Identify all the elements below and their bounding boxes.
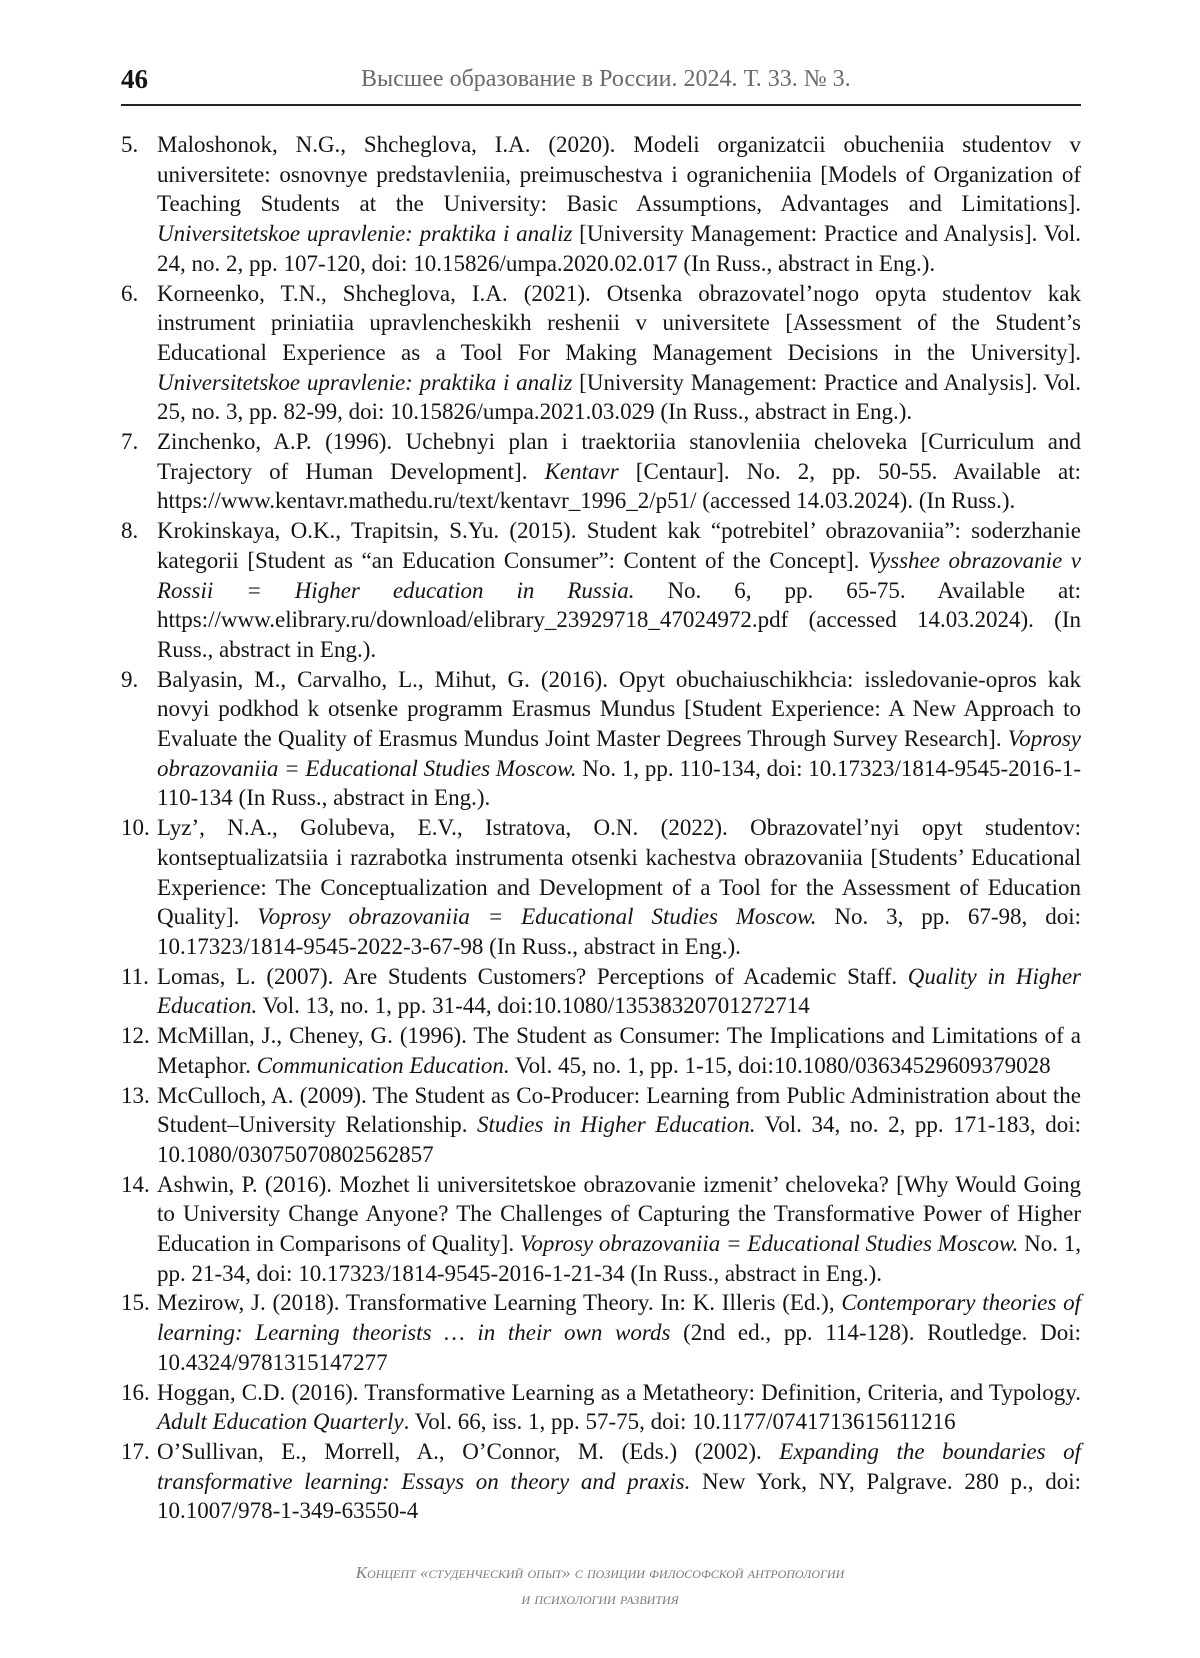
reference-details: No. 3, pp. 67-98, doi: 10.17323/1814-9545-2022-3-67-98 (In Russ., abstract in Eng.). [157, 904, 1081, 959]
reference-number: 13. [121, 1082, 150, 1108]
reference-text: Mezirow, J. (2018). Transformative Learning Theory. In: K. Illeris (Ed.), [157, 1290, 842, 1316]
reference-number: 7. [121, 429, 139, 455]
reference-item [121, 130, 1081, 279]
reference-details: [University Management: Practice and Analysis]. Vol. 25, no. 3, pp. 82-99, doi: 10.15826/umpa.2021.03.029 (In Russ., abstract in Eng.). [157, 369, 1081, 425]
reference-number: 16. [121, 1379, 150, 1405]
reference-item [121, 665, 1081, 814]
reference-item [121, 813, 1081, 962]
reference-number: 14. [121, 1171, 150, 1197]
reference-number: 15. [121, 1290, 150, 1316]
reference-details: Vol. 13, no. 1, pp. 31-44, doi:10.1080/13538320701272714 [257, 993, 810, 1019]
reference-item [121, 1437, 1081, 1526]
reference-details: (2nd ed., pp. 114-128). Routledge. Doi: 10.4324/9781315147277 [157, 1320, 1081, 1375]
reference-details: New York, NY, Palgrave. 280 p., doi: 10.1007/978-1-349-63550-4 [157, 1468, 1082, 1524]
reference-details: No. 1, pp. 21-34, doi: 10.17323/1814-9545-2016-1-21-34 (In Russ., abstract in Eng.). [157, 1231, 1081, 1286]
reference-source-title: Voprosy obrazovaniia = Educational Studies Moscow. [157, 726, 1081, 781]
reference-source-title: Studies in Higher Education. [477, 1112, 756, 1138]
footer-line-2: и психологии развития [521, 1589, 679, 1608]
reference-source-title: Universitetskoe upravlenie: praktika i analiz [157, 369, 573, 395]
reference-number: 11. [121, 963, 149, 989]
reference-details: [University Management: Practice and Analysis]. Vol. 24, no. 2, pp. 107-120, doi: 10.15826/umpa.2020.02.017 (In Russ., abstract in Eng.). [157, 221, 1081, 276]
reference-source-title: Voprosy obrazovaniia = Educational Studies Moscow. [519, 1231, 1019, 1257]
reference-item [121, 279, 1081, 428]
reference-source-title: Communication Education. [256, 1052, 510, 1078]
reference-number: 8. [121, 518, 139, 544]
reference-details: Vol. 34, no. 2, pp. 171-183, doi: 10.1080/03075070802562857 [157, 1112, 1081, 1167]
reference-text: Lyz’, N.A., Golubeva, E.V., Istratova, O.N. (2022). Obrazovatel’nyi opyt studentov: kontseptualizatsiia i razrabotka instrumenta otsenki kachestva obrazovaniia [Students’ Educational Experience: The Conceptualization and Development of a Tool for the Assessment of Education Quality]. [157, 815, 1081, 930]
reference-text: Lomas, L. (2007). Are Students Customers? Perceptions of Academic Staff. [157, 963, 908, 989]
reference-text: Ashwin, P. (2016). Mozhet li universitetskoe obrazovanie izmenit’ cheloveka? [Why Would Going to University Change Anyone? The Challenges of Capturing the Transformative Power of Higher Education in Comparisons of Quality]. [157, 1171, 1081, 1257]
reference-number: 10. [121, 815, 150, 841]
reference-source-title: Contemporary theories of learning: Learning theorists … in their own words [157, 1290, 1081, 1346]
footer-line-1: Концепт «студенческий опыт» с позиции философской антропологии [355, 1563, 845, 1582]
reference-item [121, 1378, 1081, 1437]
reference-details: [Centaur]. No. 2, pp. 50-55. Available at: https://www.kentavr.mathedu.ru/text/kentavr_1996_2/p51/ (accessed 14.03.2024). (In Russ.). [157, 458, 1081, 514]
reference-text: McMillan, J., Cheney, G. (1996). The Student as Consumer: The Implications and Limitations of a Metaphor. [157, 1023, 1081, 1078]
reference-item [121, 427, 1081, 516]
reference-text: McCulloch, A. (2009). The Student as Co-Producer: Learning from Public Administration about the Student–University Relationship. [157, 1082, 1081, 1138]
running-header [121, 62, 1081, 106]
reference-source-title: Universitetskoe upravlenie: praktika i analiz [157, 221, 573, 247]
reference-item [121, 1081, 1081, 1170]
reference-number: 6. [121, 280, 139, 306]
reference-number: 9. [121, 666, 139, 692]
reference-source-title: Kentavr [544, 458, 619, 484]
reference-source-title: Adult Education Quarterly [157, 1409, 404, 1435]
reference-details: No. 1, pp. 110-134, doi: 10.17323/1814-9545-2016-1-110-134 (In Russ., abstract in Eng.). [157, 755, 1081, 811]
reference-item [121, 1288, 1081, 1377]
reference-details: No. 6, pp. 65-75. Available at: https://www.elibrary.ru/download/elibrary_23929718_47024972.pdf (accessed 14.03.2024). (In Russ., abstract in Eng.). [157, 577, 1082, 662]
reference-source-title: Voprosy obrazovaniia = Educational Studies Moscow. [257, 904, 817, 930]
reference-text: Zinchenko, A.P. (1996). Uchebnyi plan i traektoriia stanovleniia cheloveka [Curriculum and Trajectory of Human Development]. [157, 429, 1081, 484]
page-number: 46 [121, 64, 148, 94]
running-footer [220, 1560, 980, 1612]
reference-list [121, 130, 1081, 1526]
reference-number: 12. [121, 1023, 150, 1049]
reference-text: O’Sullivan, E., Morrell, A., O’Connor, M. (Eds.) (2002). [157, 1438, 780, 1464]
reference-text: Maloshonok, N.G., Shcheglova, I.A. (2020). Modeli organizatcii obucheniia studentov v universitete: osnovnye predstavleniia, preimuschestva i ogranicheniia [Models of Organization of Teaching Students at the University: Basic Assumptions, Advantages and Limitations]. [157, 132, 1081, 217]
reference-item [121, 516, 1081, 665]
reference-text: Hoggan, C.D. (2016). Transformative Learning as a Metatheory: Definition, Criteria, and Typology. [157, 1379, 1081, 1405]
reference-text: Krokinskaya, O.K., Trapitsin, S.Yu. (2015). Student kak “potrebitel’ obrazovaniia”: soderzhanie kategorii [Student as “an Education Consumer”: Content of the Concept]. [157, 518, 1081, 573]
reference-details: . Vol. 66, iss. 1, pp. 57-75, doi: 10.1177/0741713615611216 [403, 1409, 956, 1435]
reference-item [121, 962, 1081, 1021]
reference-text: Korneenko, T.N., Shcheglova, I.A. (2021). Otsenka obrazovatel’nogo opyta studentov kak instrument priniatiia upravlencheskikh reshenii v universitete [Assessment of the Student’s Educational Experience as a Tool For Making Management Decisions in the University]. [157, 280, 1081, 365]
reference-details: Vol. 45, no. 1, pp. 1-15, doi:10.1080/03634529609379028 [509, 1052, 1051, 1078]
reference-item [121, 1021, 1081, 1080]
reference-source-title: Expanding the boundaries of transformative learning: Essays on theory and praxis. [157, 1438, 1081, 1494]
reference-number: 17. [121, 1438, 150, 1464]
reference-item [121, 1170, 1081, 1289]
journal-title: Высшее образование в России. 2024. Т. 33. № 3. [361, 66, 851, 92]
reference-source-title: Quality in Higher Education. [157, 963, 1081, 1019]
reference-number: 5. [121, 132, 139, 157]
reference-text: Balyasin, M., Carvalho, L., Mihut, G. (2016). Opyt obuchaiuschikhcia: issledovanie-opros kak novyi podkhod k otsenke programm Erasmus Mundus [Student Experience: A New Approach to Evaluate the Quality of Erasmus Mundus Joint Master Degrees Through Survey Research]. [157, 666, 1081, 752]
reference-source-title: Vysshee obrazovanie v Rossii = Higher education in Russia. [157, 547, 1081, 603]
